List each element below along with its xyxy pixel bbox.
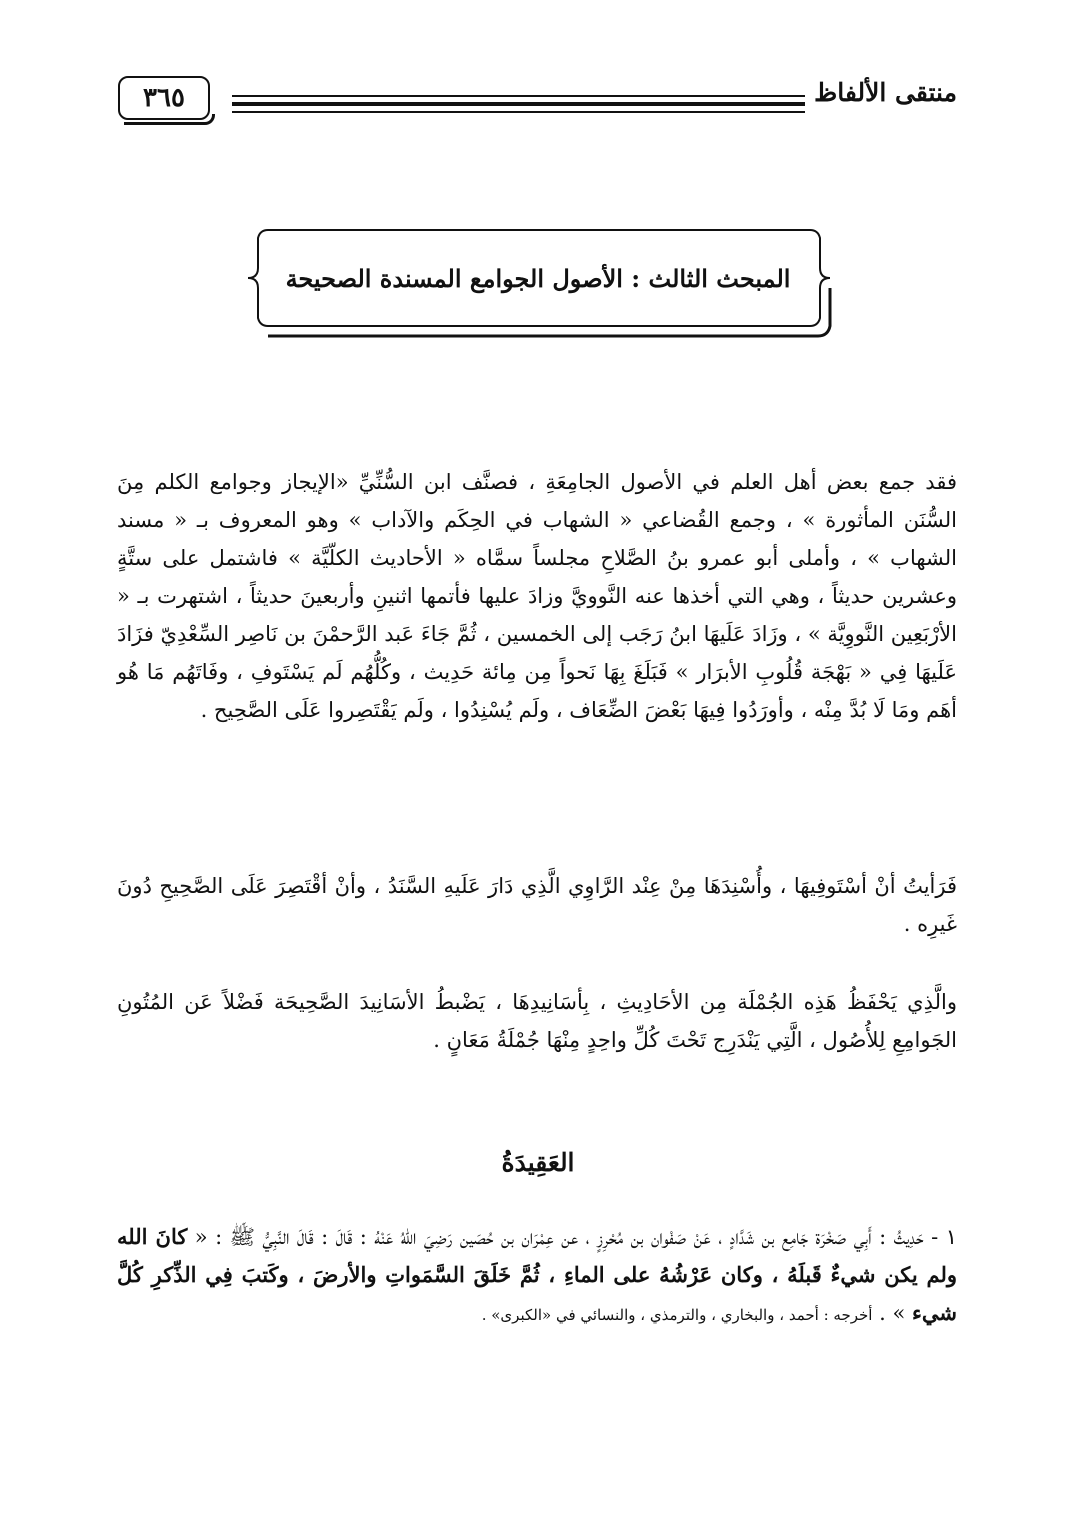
header-rule: [232, 102, 805, 106]
header-rule: [232, 95, 805, 97]
header-rule: [232, 111, 805, 113]
banner-title: المبحث الثالث : الأصول الجوامع المسندة الصحيحة: [285, 263, 791, 293]
benefit-paragraph: والَّذِي يَحْفَظُ هَذِه الجُمْلَة مِن الأحَادِيثِ ، بِأسَانِيدِهَا ، يَضْبطُ الأسَانِيدَ الصَّحِيحَة فَضْلاً عَن المُتُونِ الجَوامِعِ لِلأُصُول ، الَّتِي يَنْدَرِج تَحْتَ كُلِّ واحِدٍ مِنْهَا جُمْلَةُ مَعَانٍ .: [117, 990, 957, 1052]
book-title: منتقى الألفاظ: [814, 78, 957, 107]
hadith-matn: كانَ الله ولم يكن شيءٌ قَبلَهُ ، وكان عَرْشُهُ على الماءِ ، ثُمَّ خَلَقَ السَّمَواتِ والأرضَ ، وكَتبَ فِي الذِّكرِ كُلَّ شيء: [117, 1224, 957, 1325]
hadith-close: » .: [879, 1301, 906, 1325]
section-banner: [238, 228, 838, 346]
page-number: ٣٦٥: [118, 76, 210, 120]
hadith-1: [117, 1218, 957, 1334]
hadith-reference: أخرجه : أحمد ، والبخاري ، والترمذي ، والنسائي في «الكبرى» .: [481, 1306, 873, 1324]
hadith-isnad: ١ - حَدِيثُ : أَبِي صَخْرَة جَامِع بن شَدَّادٍ ، عَنْ صَفْوان بن مُحْرِزٍ ، عن عِمْرَان بن حُصَين رَضِيَ اللهُ عَنْهُ : قَالَ : قَالَ النَّبِيُّ ﷺ : «: [194, 1225, 957, 1249]
intro-paragraph: فقد جمع بعض أهل العلم في الأصول الجامِعَةِ ، فصنَّف ابن السُّنِّيِّ «الإيجاز وجوامع الكلم مِنَ السُّنَن المأثورة » ، وجمع القُضاعي « الشهاب في الحِكَم والآداب » وهو المعروف بـ « مسند الشهاب » ، وأملى أبو عمرو بنُ الصَّلاحِ مجلساً سمَّاه « الأحاديث الكلّيَّة » فاشتمل على ستَّةٍ وعشرين حديثاً ، وهي التي أخذها عنه النَّوويَّ وزادَ عليها فأتمها اثنينِ وأربعينَ حديثاً ، اشتهرت بـ « الأرْبَعِين النَّووِيَّة » ، وزَادَ عَلَيهَا ابنُ رَجَب إلى الخمسين ، ثُمَّ جَاءَ عَبد الرَّحمْنَ بن نَاصِر السِّعْدِيّ فزَادَ عَلَيهَا فِي « بَهْجَة قُلُوبِ الأبرَار » فَبَلَغَ بِهَا نَحواً مِن مِائة حَدِيث ، وكُلُّهُم لَم يَسْتَوفِ ، وفَاتَهُم مَا هُو أهَم ومَا لَا بُدَّ مِنْه ، وأورَدُوا فِيهَا بَعْضَ الضِّعَاف ، ولَم يُسْنِدُوا ، ولَم يَقْتَصِروا عَلَى الصَّحِيح .: [117, 470, 957, 722]
method-paragraph: فَرَأيتُ أنْ أسْتَوفِيهَا ، وأُسْنِدَهَا مِنْ عِنْد الرَّاوِي الَّذِي دَارَ عَلَيهِ السَّنَدُ ، وأنْ أقْتَصِرَ عَلَى الصَّحِيحِ دُونَ غَيرِه .: [117, 874, 957, 936]
section-heading: العَقِيدَةُ: [501, 1148, 575, 1177]
